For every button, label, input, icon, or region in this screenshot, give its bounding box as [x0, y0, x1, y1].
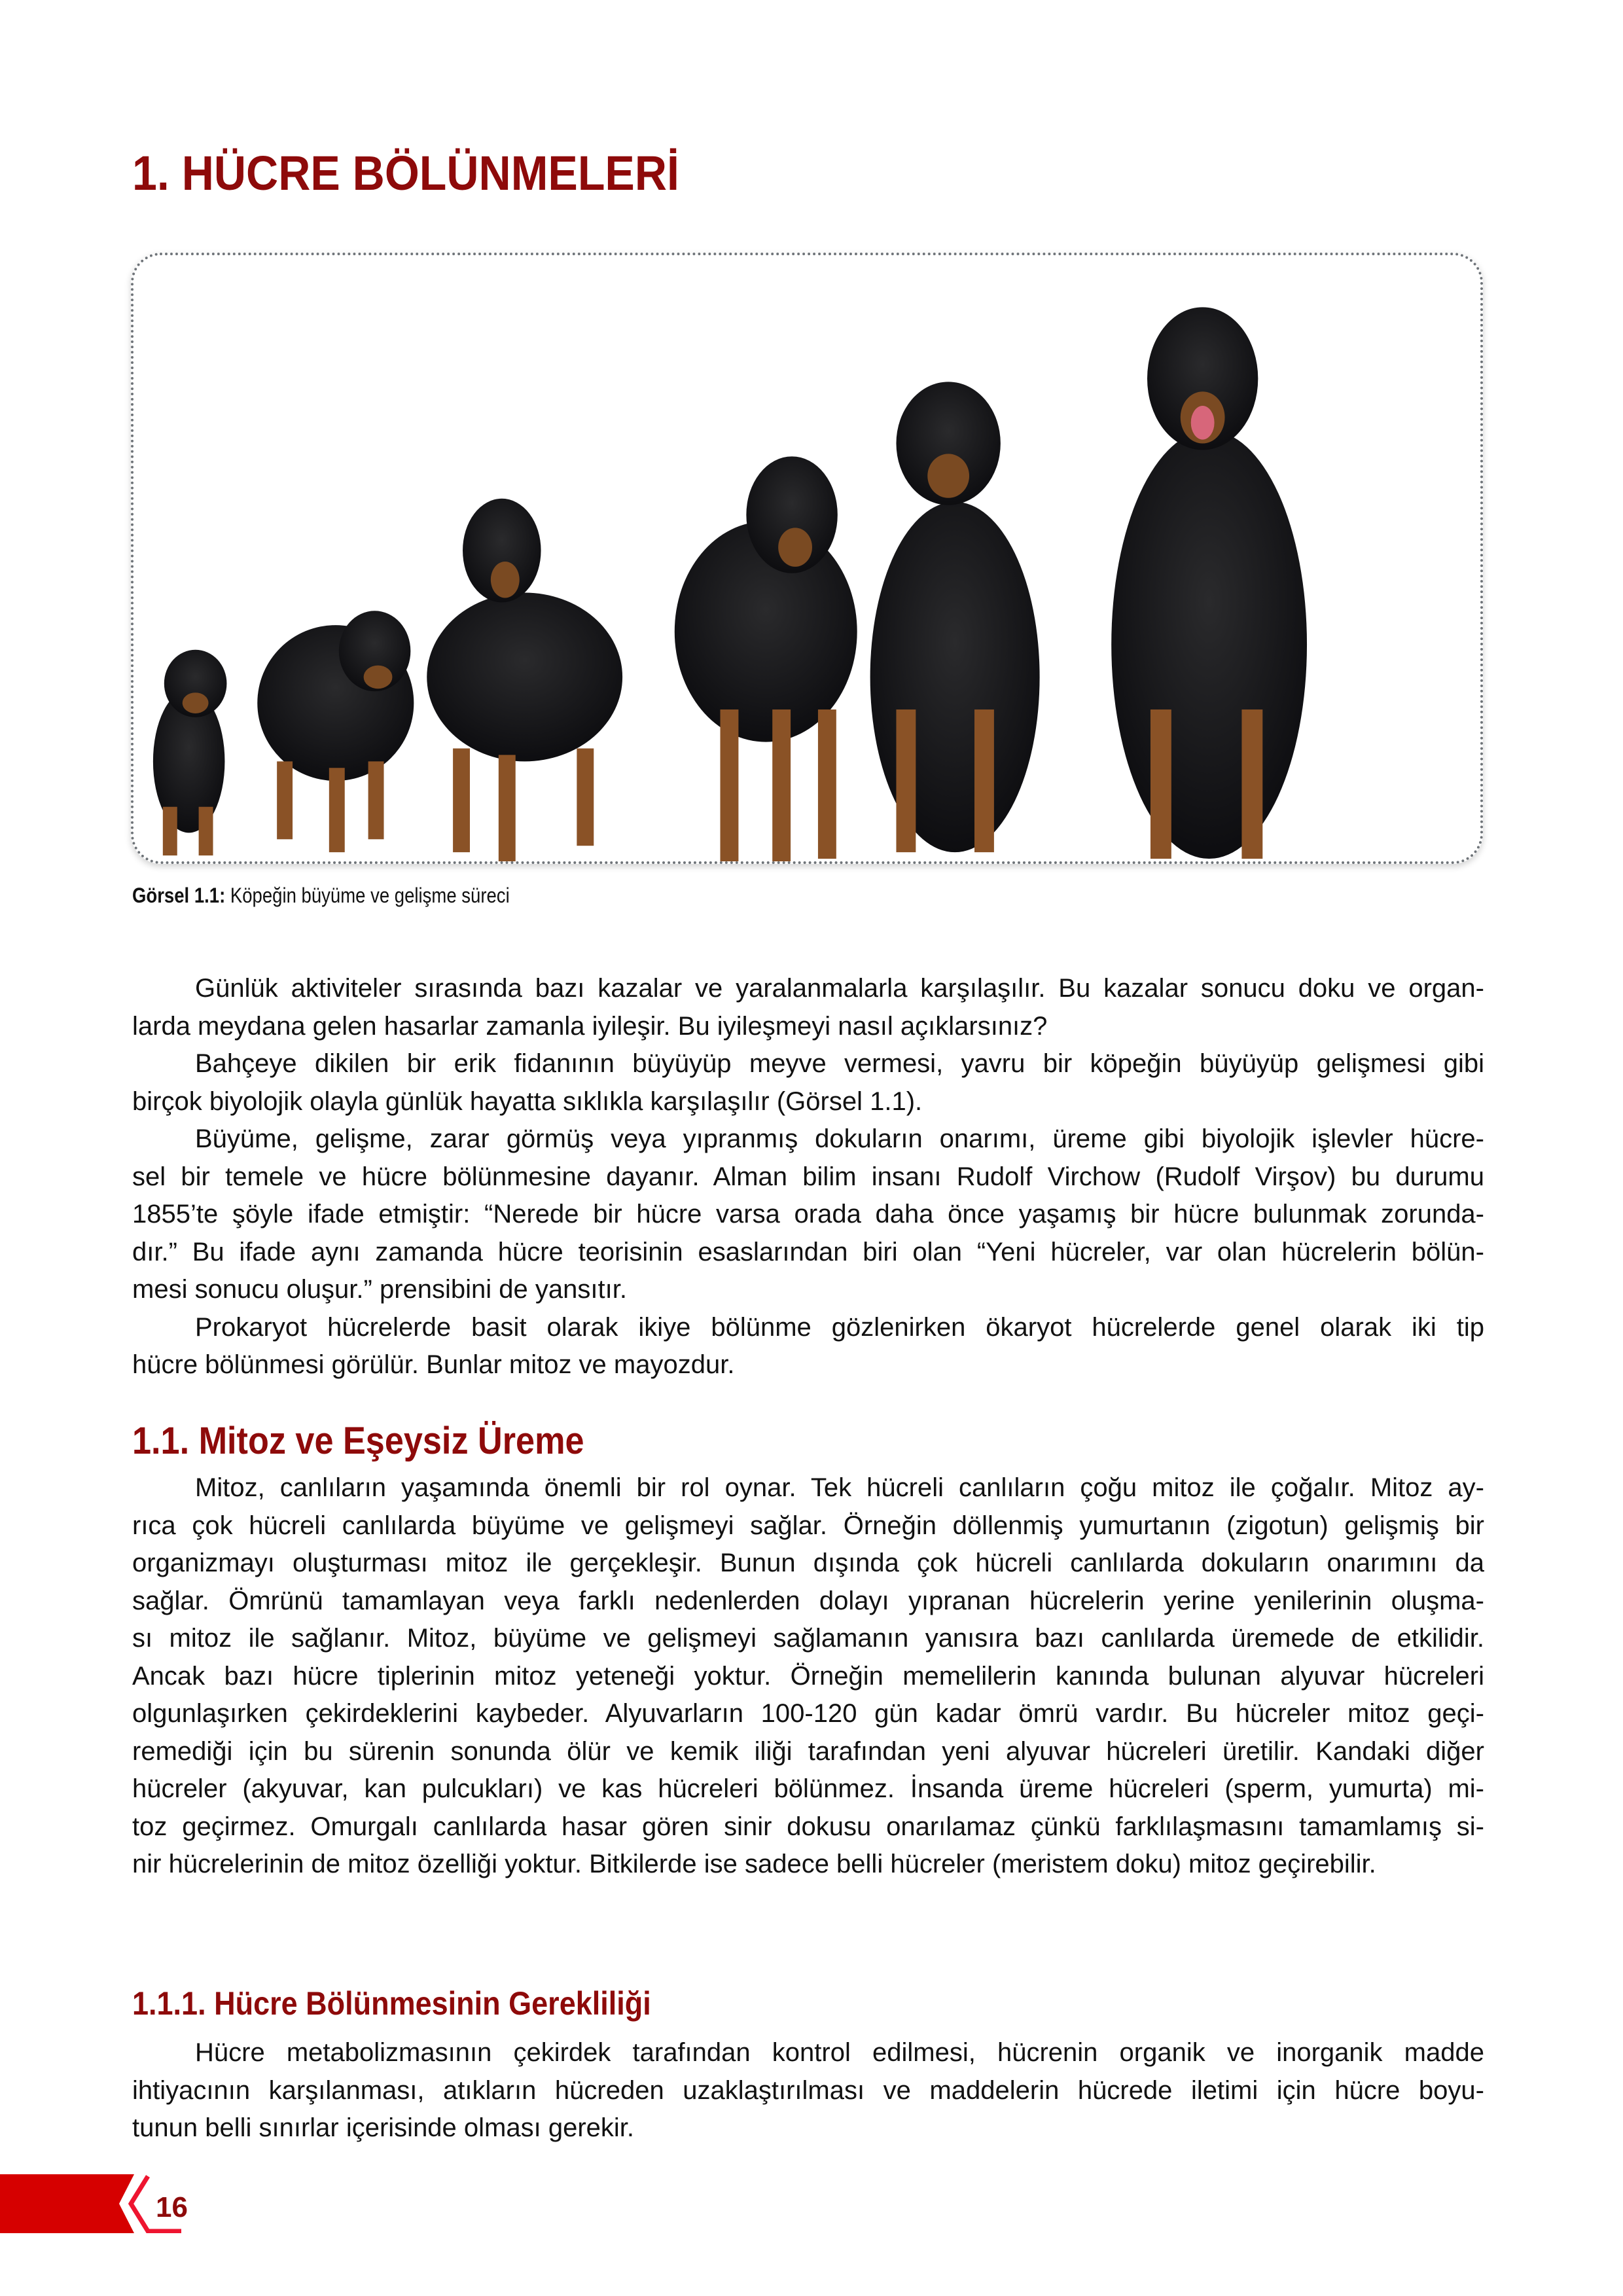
text-line: hücreler (akyuvar, kan pulcukları) ve kas hücreleri bölünmez. İnsanda üreme hücreleri (sperm, yumurta) mi- [132, 1774, 1484, 1803]
rottweiler-growth-photo [134, 255, 1480, 861]
section-1-1-1-text [132, 2034, 1484, 2147]
text-line: toz geçirmez. Omurgalı canlılarda hasar gören sinir dokusu onarılamaz çünkü farklılaşmasını tamamlamış si- [132, 1812, 1484, 1841]
text-line: sağlar. Ömrünü tamamlayan veya farklı nedenlerden dolayı yıpranan hücrelerin yerine yenilerinin oluşma- [132, 1586, 1484, 1615]
dog-1-icon [153, 650, 227, 855]
dog-6-icon [1111, 307, 1307, 859]
text-line: tunun belli sınırlar içerisinde olması gerekir. [132, 2113, 635, 2142]
text-line: Büyüme, gelişme, zarar görmüş veya yıpranmış dokuların onarımı, üreme gibi biyolojik işlevler hücre- [195, 1124, 1484, 1153]
text-line: Prokaryot hücrelerde basit olarak ikiye bölünme gözlenirken ökaryot hücrelerde genel olarak iki tip [195, 1312, 1484, 1342]
text-line: Hücre metabolizmasının çekirdek tarafından kontrol edilmesi, hücrenin organik ve inorganik madde [195, 2038, 1484, 2067]
text-line: rıca çok hücreli canlılarda büyüme ve gelişmeyi sağlar. Örneğin döllenmiş yumurtanın (zigotun) gelişmiş bir [132, 1511, 1484, 1540]
figure-caption-text: Köpeğin büyüme ve gelişme süreci [225, 884, 510, 907]
figure-label: Görsel 1.1: [132, 884, 226, 907]
text-line: larda meydana gelen hasarlar zamanla iyileşir. Bu iyileşmeyi nasıl açıklarsınız? [132, 1011, 1048, 1041]
section-heading-1-1-1: 1.1.1. Hücre Bölünmesinin Gerekliliği [132, 1985, 651, 2022]
text-line: sı mitoz ile sağlanır. Mitoz, büyüme ve gelişmeyi sağlamanın yanısıra bazı canlılarda üremede de etkilidir. [132, 1624, 1484, 1653]
text-line: remediği için bu sürenin sonunda ölür ve kemik iliği tarafından yeni alyuvar hücreleri üretilir. Kandaki diğer [132, 1736, 1484, 1766]
text-line: Ancak bazı hücre tiplerinin mitoz yeteneği yoktur. Örneğin memelilerin kanında bulunan alyuvar hücreleri [132, 1661, 1484, 1691]
page-number: 16 [156, 2191, 188, 2223]
dog-3-icon [427, 499, 622, 861]
text-line: olgunlaşırken çekirdeklerini kaybeder. Alyuvarların 100-120 gün kadar ömrü vardır. Bu hücreler mitoz geçi- [132, 1699, 1484, 1728]
page-title: 1. HÜCRE BÖLÜNMELERİ [132, 146, 679, 200]
figure-caption [132, 884, 510, 908]
text-line: nir hücrelerinin de mitoz özelliği yoktur. Bitkilerde ise sadece belli hücreler (meristem doku) mitoz geçirebilir. [132, 1850, 1376, 1878]
text-line: 1855’te şöyle ifade etmiştir: “Nerede bir hücre varsa orada daha önce yaşamış bir hücre bulunmak zorunda- [132, 1200, 1484, 1229]
dog-4-icon [675, 456, 857, 861]
text-line: mesi sonucu oluşur.” prensibini de yansıtır. [132, 1275, 627, 1304]
text-line: sel bir temele ve hücre bölünmesine dayanır. Alman bilim insanı Rudolf Virchow (Rudolf Virşov) bu durumu [132, 1162, 1484, 1191]
section-1-1-text [132, 1469, 1484, 1884]
text-line: dır.” Bu ifade aynı zamanda hücre teorisinin esaslarından biri olan “Yeni hücreler, var olan hücrelerin bölün- [132, 1237, 1484, 1266]
text-line: Mitoz, canlıların yaşamında önemli bir rol oynar. Tek hücreli canlıların çoğu mitoz ile çoğalır. Mitoz ay- [195, 1473, 1484, 1502]
section-heading-1-1: 1.1. Mitoz ve Eşeysiz Üreme [132, 1420, 584, 1462]
dog-2-icon [257, 611, 414, 852]
text-line: Günlük aktiviteler sırasında bazı kazalar ve yaralanmalarla karşılaşılır. Bu kazalar sonucu doku ve organ- [195, 974, 1484, 1003]
figure-frame [131, 253, 1483, 864]
intro-text [132, 970, 1484, 1384]
footer-red-bar [0, 2174, 134, 2233]
text-line: hücre bölünmesi görülür. Bunlar mitoz ve mayozdur. [132, 1350, 735, 1379]
text-line: organizmayı oluşturması mitoz ile gerçekleşir. Bunun dışında çok hücreli canlılarda dokuların onarımını da [132, 1549, 1484, 1577]
text-line: birçok biyolojik olayla günlük hayatta sıklıkla karşılaşılır (Görsel 1.1). [132, 1086, 923, 1116]
dog-5-icon [870, 382, 1040, 852]
text-line: ihtiyacının karşılanması, atıkların hücreden uzaklaştırılması ve maddelerin hücrede iletimi için hücre boyu- [132, 2075, 1484, 2105]
text-line: Bahçeye dikilen bir erik fidanının büyüyüp meyve vermesi, yavru bir köpeğin büyüyüp gelişmesi gibi [195, 1049, 1484, 1078]
